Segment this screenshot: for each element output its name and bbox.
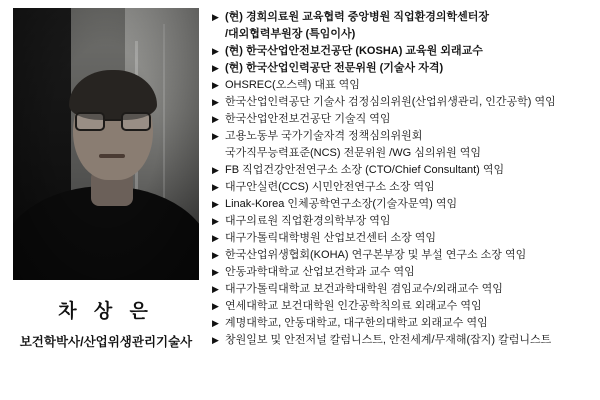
career-item	[212, 214, 594, 229]
triangle-bullet-icon: ▶	[212, 250, 219, 260]
career-item-label: 대구가톨릭대학교 보건과학대학원 겸임교수/외래교수 역임	[225, 283, 503, 295]
career-item	[212, 112, 594, 127]
career-item-label: 대구가톨릭대학병원 산업보건센터 소장 역임	[225, 232, 437, 244]
career-item	[212, 316, 594, 331]
career-item-label: OHSREC(오스렉) 대표 역임	[225, 79, 360, 91]
career-item	[212, 248, 594, 263]
career-item-label: /대외협력부원장 (특임이사)	[225, 28, 356, 40]
career-item-label: 대구안실련(CCS) 시민안전연구소 소장 역임	[225, 181, 435, 193]
career-item	[212, 231, 594, 246]
career-item-label: Linak-Korea 인체공학연구소장(기술자문역) 역임	[225, 198, 458, 210]
triangle-bullet-icon: ▶	[212, 63, 219, 73]
career-item	[212, 78, 594, 93]
career-item-label: (현) 한국산업인력공단 전문위원 (기술사 자격)	[225, 62, 444, 74]
triangle-bullet-icon: ▶	[212, 114, 219, 124]
career-column	[210, 0, 600, 400]
career-item	[212, 282, 594, 297]
profile-column	[0, 0, 210, 400]
career-item-label: 국가직무능력표준(NCS) 전문위원 /WG 심의위원 역임	[225, 147, 482, 159]
person-title: 보건학박사/산업위생관리기술사	[19, 335, 193, 349]
career-item	[212, 10, 594, 25]
career-item-label: 창원일보 및 안전저널 칼럼니스트, 안전세계/무재해(잡지) 칼럼니스트	[225, 334, 552, 346]
career-list	[212, 10, 594, 348]
career-item-label: 고용노동부 국가기술자격 정책심의위원회	[225, 130, 423, 142]
career-item	[212, 197, 594, 212]
career-item-label: 한국산업안전보건공단 기술직 역임	[225, 113, 391, 125]
triangle-bullet-icon: ▶	[212, 165, 219, 175]
person-name: 차 상 은	[58, 301, 154, 322]
triangle-bullet-icon: ▶	[212, 267, 219, 277]
career-item	[212, 163, 594, 178]
career-item	[212, 333, 594, 348]
career-item-label: 계명대학교, 안동대학교, 대구한의대학교 외래교수 역임	[225, 317, 488, 329]
career-item-label: (현) 한국산업안전보건공단 (KOSHA) 교육원 외래교수	[225, 45, 483, 57]
triangle-bullet-icon: ▶	[212, 233, 219, 243]
career-item-label: 한국산업인력공단 기술사 검정심의위원(산업위생관리, 인간공학) 역임	[225, 96, 556, 108]
triangle-bullet-icon: ▶	[212, 97, 219, 107]
career-item	[225, 146, 594, 161]
career-item-label: FB 직업건강안전연구소 소장 (CTO/Chief Consultant) 역임	[225, 164, 505, 176]
career-item-label: 대구의료원 직업환경의학부장 역임	[225, 215, 391, 227]
triangle-bullet-icon: ▶	[212, 46, 219, 56]
career-item	[212, 299, 594, 314]
photo-vignette	[13, 8, 199, 280]
career-item-label: (현) 경희의료원 교육협력 중앙병원 직업환경의학센터장	[225, 11, 489, 23]
career-item	[212, 44, 594, 59]
career-item	[212, 180, 594, 195]
triangle-bullet-icon: ▶	[212, 182, 219, 192]
triangle-bullet-icon: ▶	[212, 131, 219, 141]
triangle-bullet-icon: ▶	[212, 318, 219, 328]
career-item-label: 안동과학대학교 산업보건학과 교수 역임	[225, 266, 415, 278]
career-item	[212, 129, 594, 144]
portrait-photo	[13, 8, 199, 280]
career-item-label: 연세대학교 보건대학원 인간공학칙의료 외래교수 역임	[225, 300, 482, 312]
career-item	[212, 61, 594, 76]
triangle-bullet-icon: ▶	[212, 199, 219, 209]
triangle-bullet-icon: ▶	[212, 12, 219, 22]
triangle-bullet-icon: ▶	[212, 216, 219, 226]
triangle-bullet-icon: ▶	[212, 284, 219, 294]
career-item	[225, 27, 594, 42]
career-item	[212, 95, 594, 110]
triangle-bullet-icon: ▶	[212, 301, 219, 311]
career-item-label: 한국산업위생협회(KOHA) 연구본부장 및 부설 연구소 소장 역임	[225, 249, 527, 261]
triangle-bullet-icon: ▶	[212, 335, 219, 345]
triangle-bullet-icon: ▶	[212, 80, 219, 90]
career-item	[212, 265, 594, 280]
